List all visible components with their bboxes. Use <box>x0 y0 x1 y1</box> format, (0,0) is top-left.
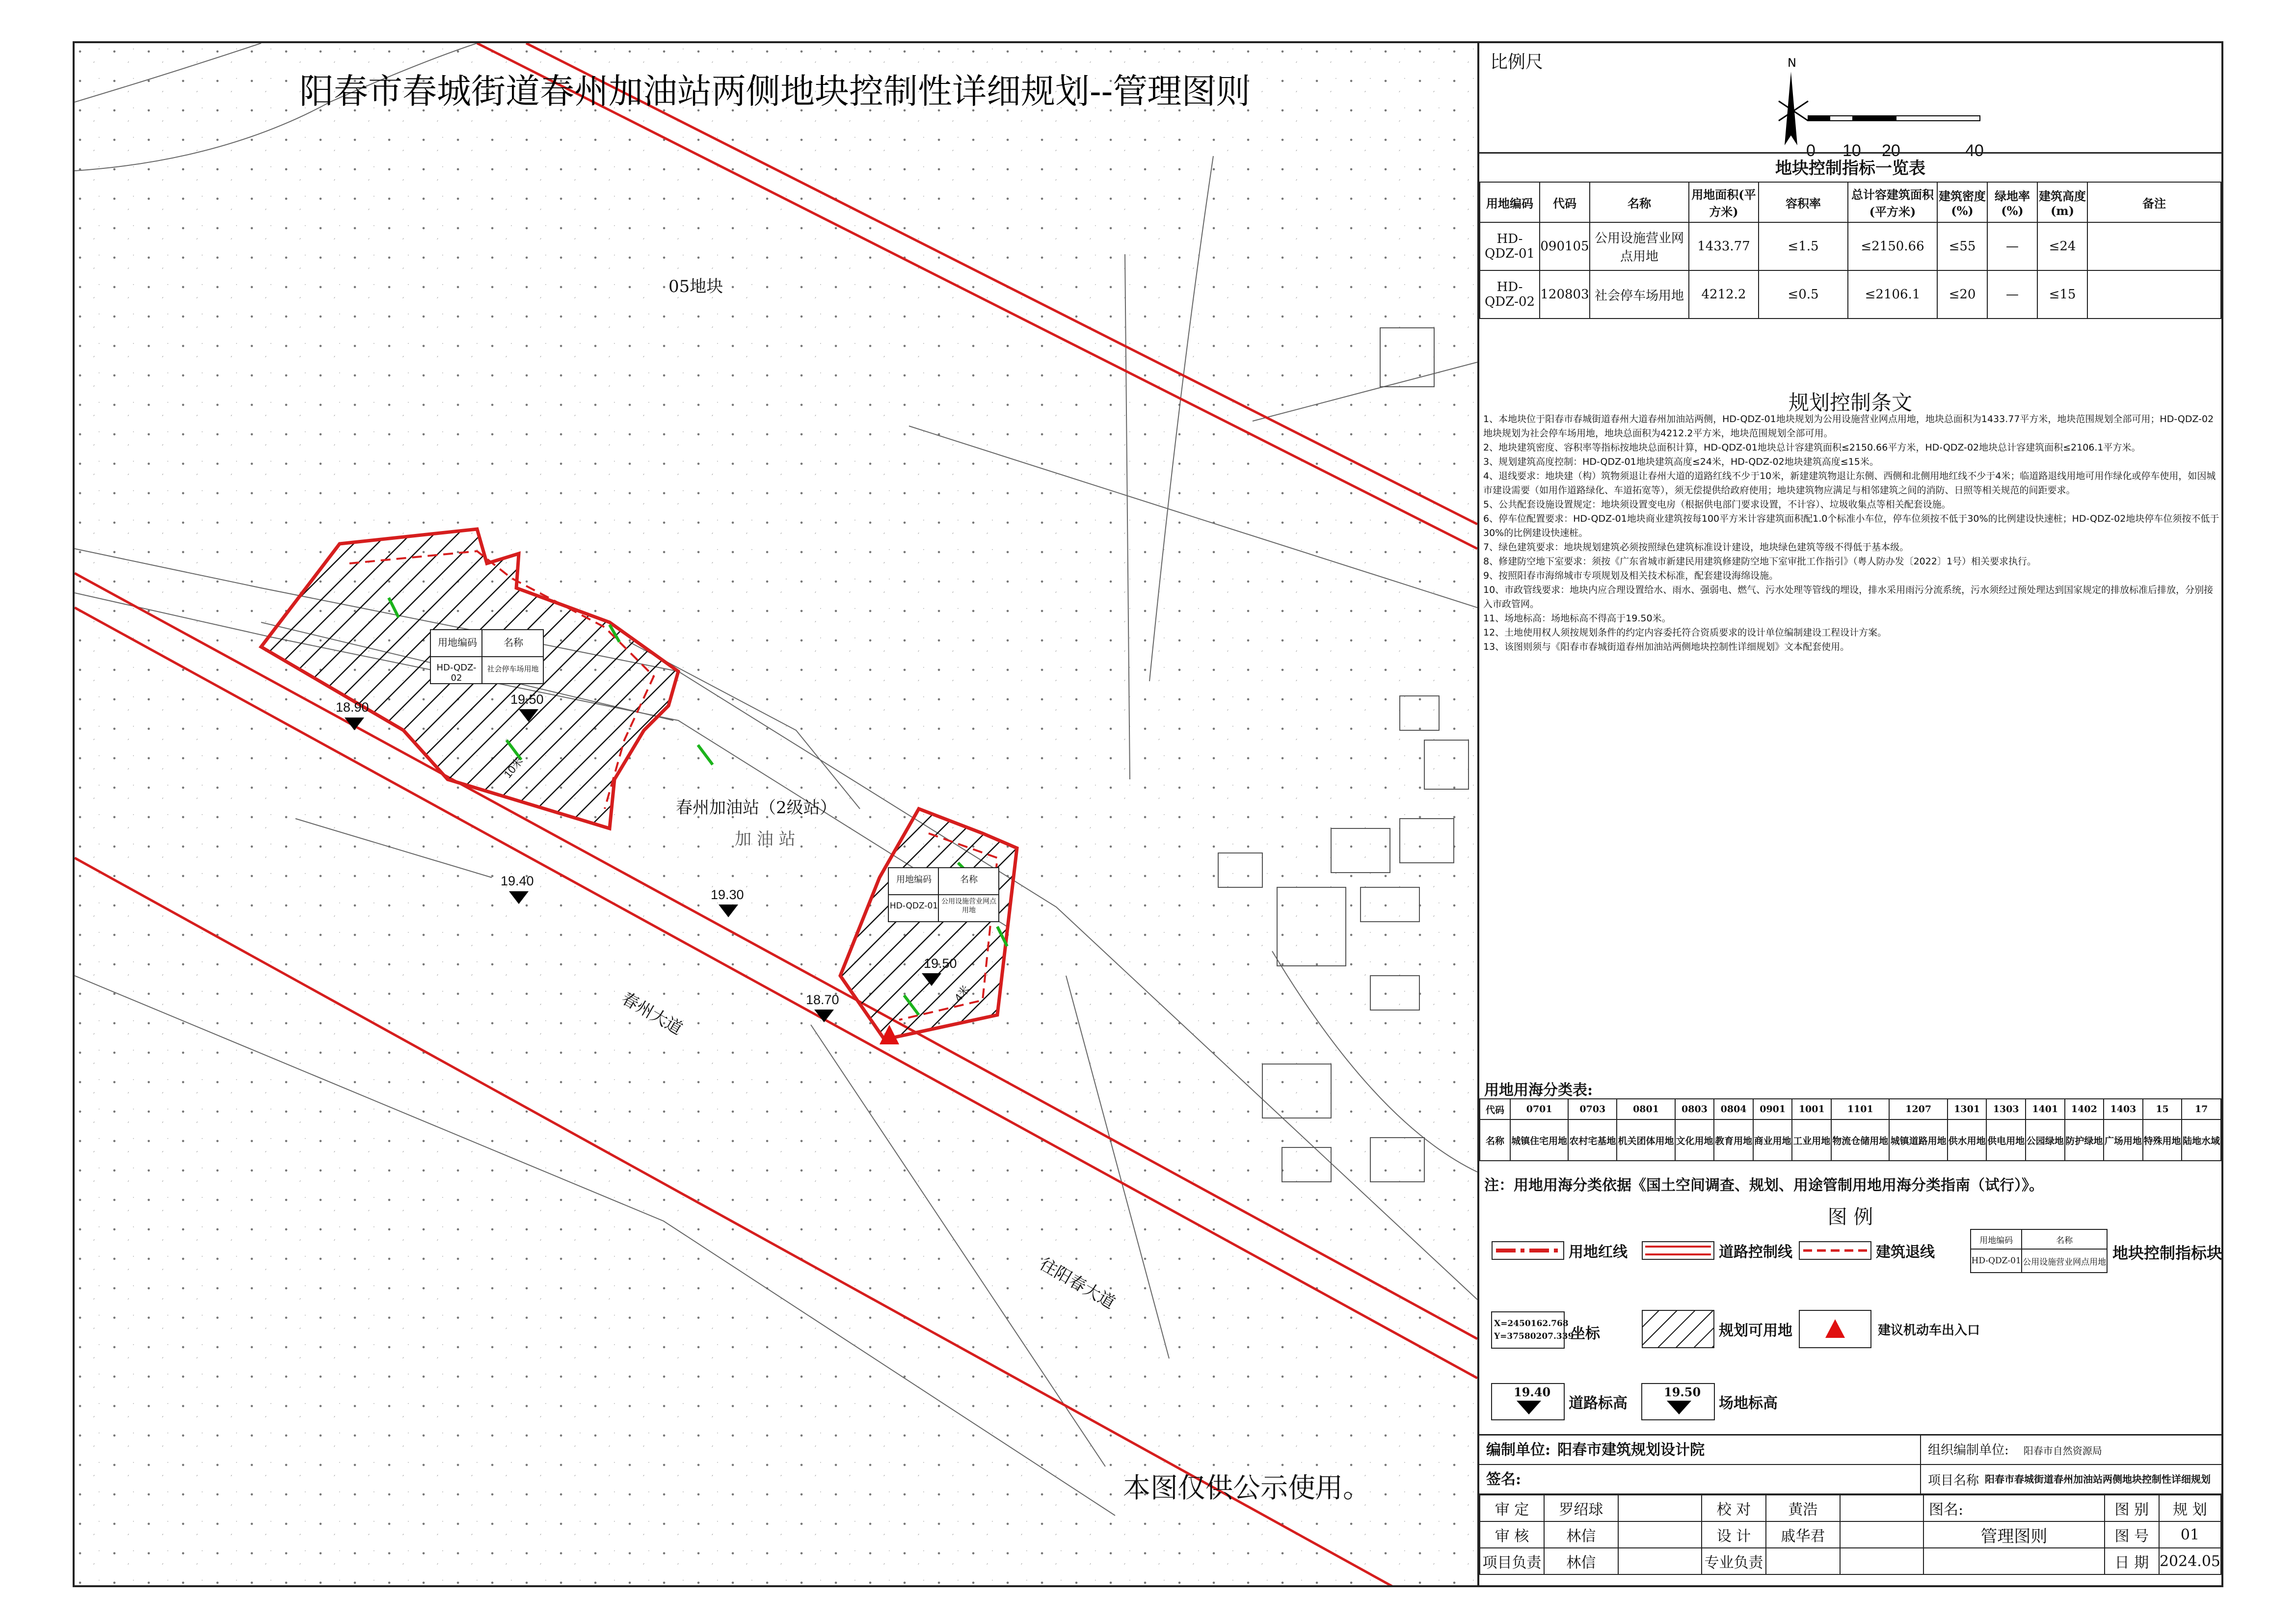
clause: 5、公共配套设施设置规定：地块须设置变电房（根据供电部门要求设置，不计容）、垃圾收集点等相关配套设施。 <box>1483 499 1951 510</box>
cell: 2024.05 <box>2159 1548 2221 1574</box>
coord-swatch <box>1491 1311 1574 1349</box>
legend-red-line <box>1491 1240 1628 1261</box>
label: 项目名称 <box>1928 1473 1979 1488</box>
signature-label: 签名: <box>1479 1465 1921 1494</box>
cell: 0703 <box>1568 1099 1617 1119</box>
cell: 农村宅基地 <box>1568 1119 1617 1161</box>
cell: 公园绿地 <box>2026 1119 2065 1161</box>
block-05-label: 05地块 <box>668 277 723 296</box>
legend-label: 建筑退线 <box>1876 1244 1935 1261</box>
cell <box>2087 222 2221 270</box>
clause: 12、土地使用权人须按规划条件的约定内容委托符合资质要求的设计单位编制建设工程设计方案。 <box>1483 627 1887 638</box>
cell: 项目负责 <box>1480 1548 1544 1574</box>
cell: 物流仓储用地 <box>1831 1119 1889 1161</box>
cell: 用地编码 <box>1971 1229 2022 1249</box>
parcel-a-name: 社会停车场用地 <box>487 665 539 673</box>
entrance-swatch <box>1798 1309 1872 1349</box>
legend-label: 道路控制线 <box>1719 1244 1792 1261</box>
value: 阳春市自然资源局 <box>2023 1445 2102 1457</box>
north-label: N <box>1788 56 1796 70</box>
legend-label: 道路标高 <box>1569 1395 1628 1412</box>
cell: 120803 <box>1540 270 1590 319</box>
landuse-title: 用地用海分类表: <box>1484 1082 1593 1099</box>
legend-indicator-box <box>1970 1229 2108 1273</box>
legend-setback <box>1798 1240 1935 1261</box>
clause: 4、退线要求：地块建（构）筑物须退让春州大道的道路红线不少于10米，新建建筑物退让东侧、西侧和北侧用地红线不少于4米；临道路退线用地可用作绿化或停车使用，如因城市建设需要（如用作道路绿化、车道拓宽等），须无偿提供给政府使用；地块建筑物应满足与相邻建筑之间的消防、日照等相关规范的间距要求。 <box>1483 471 2216 496</box>
scale-label: 比例尺 <box>1490 52 1544 72</box>
legend-usable <box>1641 1309 1792 1349</box>
cell: HD-QDZ-01 <box>1480 222 1540 270</box>
legend-value: 19.40 <box>1514 1385 1551 1399</box>
col-header: 建筑高度(m) <box>2037 182 2087 222</box>
drawing-name: 管理图则 <box>1923 1521 2105 1548</box>
legend-title: 图 例 <box>1827 1206 1873 1228</box>
label: 编制单位: <box>1486 1441 1551 1459</box>
parcel-b-code: HD-QDZ-01 <box>889 901 938 911</box>
cell: 0801 <box>1617 1099 1675 1119</box>
parcel-a-code: HD-QDZ-02 <box>436 663 477 683</box>
setback-dimension-label: 10米 <box>501 755 526 780</box>
value: 阳春市建筑规划设计院 <box>1557 1441 1705 1459</box>
clauses-list <box>1483 412 2219 654</box>
cell: 防护绿地 <box>2065 1119 2104 1161</box>
cell: 1303 <box>1986 1099 2026 1119</box>
road-label-chunzhou: 春州大道 <box>618 988 686 1039</box>
clause: 3、规划建筑高度控制：HD-QDZ-01地块建筑高度≤24米，HD-QDZ-02地块建筑高度≤15米。 <box>1483 456 1879 467</box>
cell: ≤2150.66 <box>1848 222 1937 270</box>
cell: 审 定 <box>1480 1495 1544 1521</box>
col-header: 代码 <box>1540 182 1590 222</box>
signature-cell <box>1618 1521 1702 1548</box>
cell: ≤2106.1 <box>1848 270 1937 319</box>
col-header: 用地编码 <box>1480 182 1540 222</box>
clause: 1、本地块位于阳春市春城街道春州大道春州加油站两侧，HD-QDZ-01地块规划为公用设施营业网点用地，地块总面积为1433.77平方米，地块范围规划全部可用；HD-QDZ-02地块规划为社会停车场用地，地块总面积为4212.2平方米，地块范围规划全部可用。 <box>1483 414 2214 439</box>
cell: 教育用地 <box>1714 1119 1753 1161</box>
cell: 图名: <box>1923 1495 2105 1521</box>
cell: 1402 <box>2065 1099 2104 1119</box>
table-row <box>1480 1495 2221 1521</box>
cell: 图 别 <box>2105 1495 2159 1521</box>
elevation-label: 19.50 <box>510 692 544 707</box>
gas-station-label: 春州加油站（2级站） <box>676 798 837 818</box>
road-label-yangchun: 往阳春大道 <box>1036 1254 1119 1313</box>
legend-indicator-label: 地块控制指标块 <box>2112 1244 2223 1262</box>
cell: 戚华君 <box>1766 1521 1840 1548</box>
cell: 1401 <box>2026 1099 2065 1119</box>
landuse-name-row <box>1480 1119 2221 1161</box>
cell <box>1766 1548 1840 1574</box>
cell: 1403 <box>2104 1099 2143 1119</box>
col-header: 容积率 <box>1759 182 1848 222</box>
col-header: 名称 <box>1590 182 1689 222</box>
cell: 机关团体用地 <box>1617 1119 1675 1161</box>
cell: 规 划 <box>2159 1495 2221 1521</box>
clause: 9、按照阳春市海绵城市专项规划及相关技术标准，配套建设海绵设施。 <box>1483 570 1779 581</box>
parcel-a-header-name: 名称 <box>504 637 523 648</box>
drawing-sheet <box>73 41 2223 1587</box>
elevation-label: 18.90 <box>336 700 369 715</box>
legend-road-control <box>1641 1240 1792 1261</box>
cell <box>1923 1548 2105 1574</box>
cell: 专业负责 <box>1702 1548 1766 1574</box>
cell: ≤1.5 <box>1759 222 1848 270</box>
cell: 林信 <box>1544 1548 1618 1574</box>
signature-cell <box>1618 1548 1702 1574</box>
landuse-code-row <box>1480 1099 2221 1119</box>
cell: 0803 <box>1675 1099 1714 1119</box>
cell: ≤0.5 <box>1759 270 1848 319</box>
cell: 林信 <box>1544 1521 1618 1548</box>
clause: 7、绿色建筑要求：地块规划建筑必须按照绿色建筑标准设计建设，地块绿色建筑等级不得低于基本级。 <box>1483 542 1909 553</box>
title-block <box>1479 1434 2221 1587</box>
cell: 罗绍球 <box>1544 1495 1618 1521</box>
cell: 日 期 <box>2105 1548 2159 1574</box>
legend-site-elevation <box>1641 1383 1778 1420</box>
clause: 8、修建防空地下室要求：须按《广东省城市新建民用建筑修建防空地下室审批工作指引》（粤人防办发〔2022〕1号）相关要求执行。 <box>1483 556 2037 567</box>
cell: 特殊用地 <box>2143 1119 2182 1161</box>
cell <box>1840 1548 1923 1574</box>
table-row <box>1480 222 2221 270</box>
label: 组织编制单位: <box>1928 1443 2009 1458</box>
col-header: 总计容建筑面积(平方米) <box>1848 182 1937 222</box>
coord-x: X=2450162.768 <box>1494 1319 1569 1329</box>
value: 阳春市春城街道春州加油站两侧地块控制性详细规划 <box>1985 1473 2211 1485</box>
clause: 11、场地标高：场地标高不得高于19.50米。 <box>1483 613 1671 624</box>
cell: 0901 <box>1753 1099 1792 1119</box>
setback-swatch <box>1798 1241 1872 1260</box>
elevation-label: 18.70 <box>806 992 839 1007</box>
scale-tick-0: 0 <box>1806 141 1815 160</box>
cell: 0804 <box>1714 1099 1753 1119</box>
col-header: 建筑密度(%) <box>1937 182 1987 222</box>
legend-label: 建议机动车出入口 <box>1878 1323 1980 1338</box>
cell: HD-QDZ-02 <box>1480 270 1540 319</box>
cell: 供水用地 <box>1948 1119 1987 1161</box>
cell: 公用设施营业网点用地 <box>1590 222 1689 270</box>
clause: 2、地块建筑密度、容积率等指标按地块总面积计算，HD-QDZ-01地块总计容建筑面积≤2150.66平方米，HD-QDZ-02地块总计容建筑面积≤2106.1平方米。 <box>1483 442 2141 453</box>
clauses-title: 规划控制条文 <box>1788 391 1912 415</box>
cell: 商业用地 <box>1753 1119 1792 1161</box>
signature-cell <box>1618 1495 1702 1521</box>
cell: 1207 <box>1889 1099 1947 1119</box>
cell: ≤55 <box>1937 222 1987 270</box>
cell: 名称 <box>2022 1229 2107 1249</box>
cell: 城镇住宅用地 <box>1510 1119 1568 1161</box>
setback-dimension-label: 4米 <box>952 983 972 1004</box>
cell: 陆地水域 <box>2182 1119 2221 1161</box>
cell: 文化用地 <box>1675 1119 1714 1161</box>
organizing-unit <box>1921 1436 2221 1465</box>
scale-tick-20: 20 <box>1882 141 1900 160</box>
cell: — <box>1987 270 2037 319</box>
coord-y: Y=37580207.339 <box>1494 1331 1574 1341</box>
cell: 1301 <box>1948 1099 1987 1119</box>
col-header: 备注 <box>2087 182 2221 222</box>
clause: 6、停车位配置要求：HD-QDZ-01地块商业建筑按每100平方米计容建筑面积配1.0个标准小车位，停车位须按不低于30%的比例建设快速桩；HD-QDZ-02地块停车位须按不低于30%的比例建设快速桩。 <box>1483 513 2219 538</box>
cell: 1433.77 <box>1689 222 1759 270</box>
signature-cell <box>1840 1521 1923 1548</box>
project-name <box>1921 1465 2221 1494</box>
cell: ≤15 <box>2037 270 2087 319</box>
cell: 0701 <box>1510 1099 1568 1119</box>
landuse-note: 注：用地用海分类依据《国土空间调查、规划、用途管制用地用海分类指南（试行）》。 <box>1484 1177 2044 1194</box>
red-line-swatch <box>1491 1241 1565 1260</box>
parcel-b-name: 公用设施营业网点用地 <box>941 898 996 914</box>
legend-label: 规划可用地 <box>1719 1322 1792 1339</box>
cell: HD-QDZ-01 <box>1971 1249 2022 1273</box>
parcel-a-header-code: 用地编码 <box>438 637 477 648</box>
cell: — <box>1987 222 2037 270</box>
table-row <box>1480 270 2221 319</box>
cell: 代码 <box>1480 1099 1510 1119</box>
legend-road-elevation <box>1491 1383 1628 1420</box>
cell: 15 <box>2143 1099 2182 1119</box>
cell: 黄浩 <box>1766 1495 1840 1521</box>
cell: ≤24 <box>2037 222 2087 270</box>
cell: 广场用地 <box>2104 1119 2143 1161</box>
table-row <box>1480 1548 2221 1574</box>
signature-table <box>1479 1494 2221 1575</box>
index-table-title: 地块控制指标一览表 <box>1479 152 2221 183</box>
elevation-label: 19.30 <box>711 887 744 902</box>
cell: 社会停车场用地 <box>1590 270 1689 319</box>
legend-label: 场地标高 <box>1719 1395 1778 1412</box>
cell: 城镇道路用地 <box>1889 1119 1947 1161</box>
cell: 17 <box>2182 1099 2221 1119</box>
cell: ≤20 <box>1937 270 1987 319</box>
signature-cell <box>1840 1495 1923 1521</box>
cell: 090105 <box>1540 222 1590 270</box>
cell: 工业用地 <box>1792 1119 1831 1161</box>
elevation-label: 19.40 <box>501 874 534 888</box>
public-notice: 本图仅供公示使用。 <box>1123 1472 1370 1504</box>
cell: 供电用地 <box>1986 1119 2026 1161</box>
cell: 校 对 <box>1702 1495 1766 1521</box>
landuse-table <box>1479 1098 2221 1161</box>
cell <box>2087 270 2221 319</box>
parcel-b-header-code: 用地编码 <box>896 875 932 885</box>
index-table <box>1479 182 2221 319</box>
scale-tick-10: 10 <box>1842 141 1861 160</box>
gas-station-sublabel: 加 油 站 <box>735 829 796 849</box>
index-table-header <box>1480 182 2221 222</box>
scale-tick-40: 40 <box>1965 141 1984 160</box>
elevation-label: 19.50 <box>924 956 957 971</box>
clause: 10、市政管线要求：地块内应合理设置给水、雨水、强弱电、燃气、污水处理等管线的埋设，排水采用雨污分流系统，污水须经过预处理达到国家规定的排放标准后排放，分别接入市政管网。 <box>1483 585 2214 610</box>
map-title: 阳春市春城街道春州加油站两侧地块控制性详细规划--管理图则 <box>299 71 1251 111</box>
cell: 01 <box>2159 1521 2221 1548</box>
legend-coordinate: 坐标 <box>1571 1325 1600 1342</box>
cell: 设 计 <box>1702 1521 1766 1548</box>
cell: 公用设施营业网点用地 <box>2022 1249 2107 1273</box>
parcel-b-header-name: 名称 <box>960 875 978 885</box>
col-header: 用地面积(平方米) <box>1689 182 1759 222</box>
hatch-swatch <box>1641 1309 1715 1349</box>
clause: 13、该图则须与《阳春市春城街道春州加油站两侧地块控制性详细规划》文本配套使用。 <box>1483 641 1850 652</box>
site-elevation-swatch <box>1641 1383 1715 1420</box>
compile-unit <box>1479 1436 1921 1465</box>
road-elevation-swatch <box>1491 1383 1565 1420</box>
legend-entrance <box>1798 1309 1980 1349</box>
cell: 审 核 <box>1480 1521 1544 1548</box>
cell: 名称 <box>1480 1119 1510 1161</box>
cell: 1101 <box>1831 1099 1889 1119</box>
cell: 1001 <box>1792 1099 1831 1119</box>
side-panel <box>1477 43 2221 1585</box>
table-row <box>1480 1521 2221 1548</box>
col-header: 绿地率(%) <box>1987 182 2037 222</box>
road-control-swatch <box>1641 1241 1715 1260</box>
cell: 4212.2 <box>1689 270 1759 319</box>
legend-label: 用地红线 <box>1569 1244 1628 1261</box>
cell: 图 号 <box>2105 1521 2159 1548</box>
legend-value: 19.50 <box>1664 1385 1701 1399</box>
map-area[interactable] <box>75 43 1477 1585</box>
